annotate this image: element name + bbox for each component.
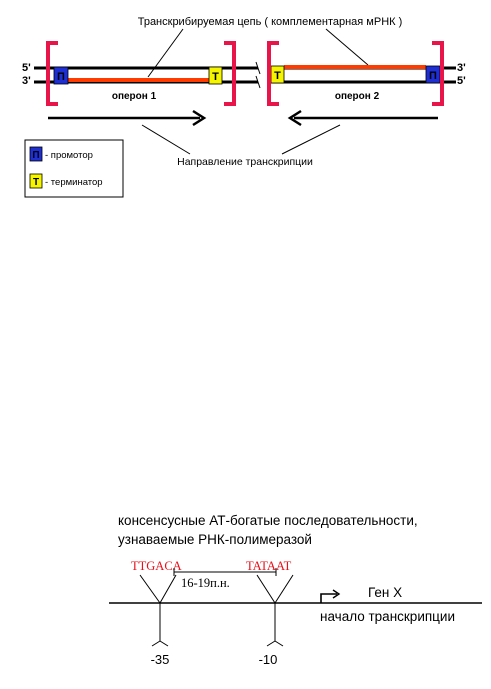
transcribed-strand-title: Транскрибируемая цепь ( комплементарная мРНК )	[137, 16, 403, 28]
operon2-label: оперон 2	[334, 91, 380, 102]
operon1-right-bracket	[224, 43, 234, 104]
legend-promoter-symbol: П	[32, 150, 40, 161]
operon-diagram	[22, 16, 466, 197]
legend-promoter-label: - промотор	[45, 150, 93, 161]
box35-marker	[140, 575, 176, 646]
box35-foot-right	[160, 641, 168, 646]
strand-label-top-left: 5'	[22, 62, 31, 74]
consensus-caption-line1: консенсусные АТ-богатые последовательности,	[118, 513, 418, 528]
box10-fork-left	[257, 575, 275, 603]
title-leader-line-left	[148, 29, 183, 77]
operon1-terminator-symbol: Т	[212, 71, 219, 83]
box35-fork-left	[140, 575, 160, 603]
operon2-direction-arrow	[290, 111, 438, 125]
operon2-promoter-symbol: П	[429, 70, 437, 82]
consensus-caption-line2: узнаваемые РНК-полимеразой	[118, 532, 312, 547]
direction-leader-line-right	[282, 125, 340, 154]
title-leader-line-right	[326, 29, 368, 65]
position-35-label: -35	[150, 652, 170, 667]
direction-label: Направление транскрипции	[177, 156, 313, 168]
transcription-start-label: начало транскрипции	[320, 609, 455, 624]
transcription-start-arrow-icon	[321, 590, 339, 603]
operon1-direction-arrow	[48, 111, 204, 125]
spacer-label: 16-19п.н.	[181, 576, 230, 590]
promoter-diagram	[109, 513, 482, 667]
box35-fork-right	[160, 575, 176, 603]
box35-foot-left	[152, 641, 160, 646]
box10-marker	[257, 575, 293, 646]
box10-foot-right	[275, 641, 283, 646]
box10-fork-right	[275, 575, 293, 603]
direction-leader-line-left	[142, 125, 190, 154]
legend-terminator-label: - терминатор	[45, 177, 103, 188]
strand-label-bottom-left: 3'	[22, 75, 31, 87]
operon2-terminator-symbol: Т	[274, 70, 281, 82]
operon1-label: оперон 1	[111, 91, 157, 102]
box10-foot-left	[267, 641, 275, 646]
legend	[25, 140, 123, 197]
position-10-label: -10	[258, 652, 278, 667]
gene-x-label: Ген Х	[368, 585, 403, 600]
box10-sequence: TATAAT	[246, 559, 292, 573]
strand-label-bottom-right: 5'	[457, 75, 466, 87]
strand-label-top-right: 3'	[457, 62, 466, 74]
legend-terminator-symbol: Т	[32, 177, 40, 188]
box35-sequence: TTGACA	[131, 559, 182, 573]
start-arrow-line	[321, 594, 337, 603]
operon1-promoter-symbol: П	[57, 71, 65, 83]
